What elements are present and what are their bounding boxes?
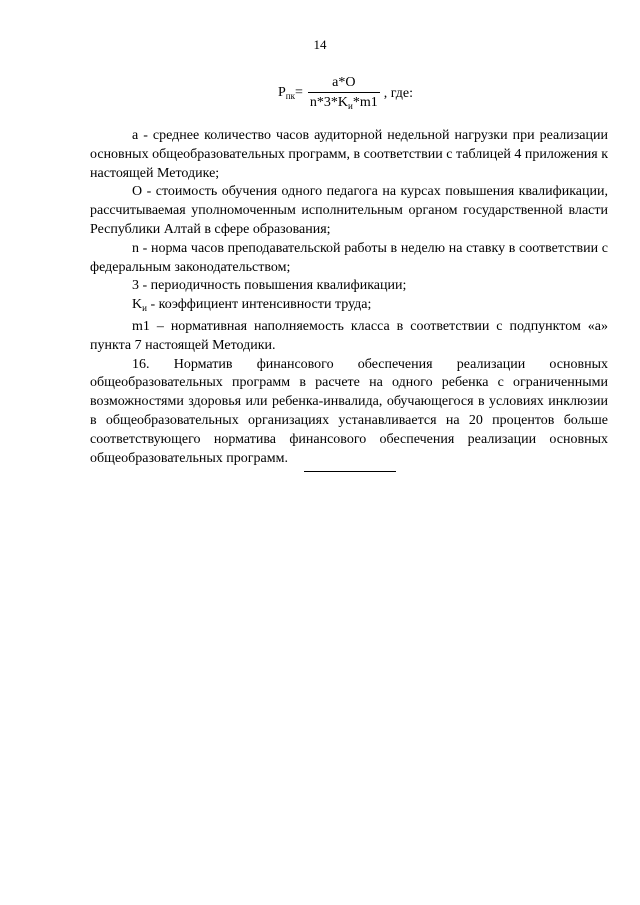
end-divider bbox=[304, 471, 396, 472]
definition-o: O - стоимость обучения одного педагога на курсах повышения квалификации, рассчитываемая уполномоченным исполнительным органом государственной власти Республики Алтай в сфере образования; bbox=[90, 184, 608, 237]
formula-fraction bbox=[308, 76, 380, 111]
formula bbox=[278, 76, 413, 111]
definition-ki-symbol: K bbox=[132, 297, 143, 313]
formula-lhs-subscript: пк bbox=[285, 91, 295, 101]
formula-denominator-part1: n*3*K bbox=[309, 95, 349, 110]
definition-n: n - норма часов преподавательской работы в неделю на ставку в соответствии с федеральным законодательством; bbox=[90, 240, 608, 275]
definition-a: a - среднее количество часов аудиторной недельной нагрузки при реализации основных общеобразовательных программ, в соответствии с таблицей 4 приложения к настоящей Методике; bbox=[90, 128, 608, 181]
definition-m1: m1 – нормативная наполняемость класса в соответствии с подпунктом «а» пункта 7 настоящей Методики. bbox=[90, 318, 608, 353]
formula-denominator bbox=[308, 92, 380, 111]
formula-where: , где: bbox=[383, 85, 414, 101]
formula-denominator-part2: *m1 bbox=[352, 95, 378, 110]
definition-3: 3 - периодичность повышения квалификации; bbox=[132, 278, 407, 294]
definition-ki-text: - коэффициент интенсивности труда; bbox=[146, 297, 372, 313]
formula-numerator: a*O bbox=[332, 75, 356, 90]
formula-equals: = bbox=[295, 85, 303, 100]
page-number: 14 bbox=[313, 37, 327, 52]
paragraph-16: 16. Норматив финансового обеспечения реализации основных общеобразовательных программ в расчете на одного ребенка с ограниченными возможностями здоровья или ребенка-инвалида, обучающегося в условиях инклюзии в общеобразовательных организациях устанавливается на 20 процентов больше соответствующего норматива финансового обеспечения реализации основных общеобразовательных программ. bbox=[90, 356, 608, 466]
formula-lhs-symbol: P bbox=[278, 85, 286, 100]
formula-denominator-subscript: и bbox=[348, 101, 353, 111]
definition-ki bbox=[90, 296, 608, 318]
document-body bbox=[90, 127, 608, 468]
definition-ki-subscript: и bbox=[142, 303, 147, 314]
formula-lhs bbox=[278, 86, 303, 101]
